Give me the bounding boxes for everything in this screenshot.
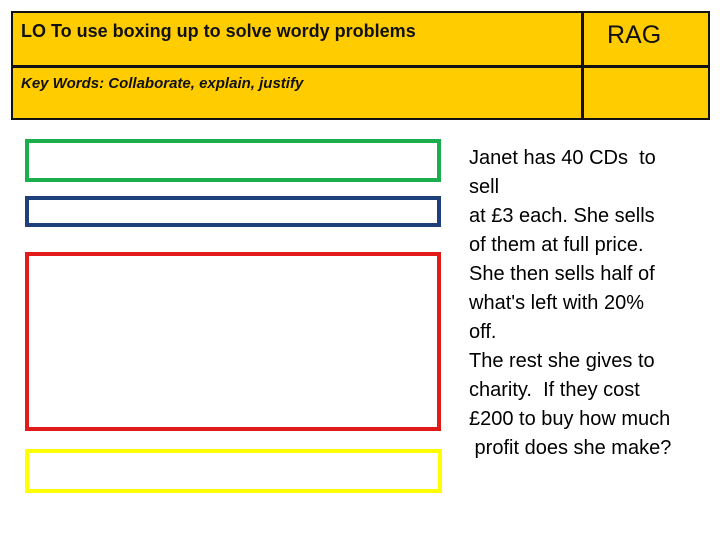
problem-line: £200 to buy how much bbox=[469, 408, 671, 430]
problem-line: charity. If they cost bbox=[469, 379, 640, 401]
problem-line: The rest she gives to bbox=[469, 350, 655, 372]
yellow-answer-box[interactable] bbox=[25, 449, 442, 493]
key-words: Key Words: Collaborate, explain, justify bbox=[21, 75, 304, 92]
problem-line: sell bbox=[469, 176, 500, 198]
problem-line: of them at full price. bbox=[469, 234, 644, 256]
word-problem bbox=[469, 144, 719, 463]
blue-answer-box[interactable] bbox=[25, 196, 441, 227]
problem-line: what's left with 20% bbox=[469, 292, 645, 314]
problem-line: She then sells half of bbox=[469, 263, 655, 285]
problem-line-last: profit does she make? bbox=[469, 437, 672, 459]
problem-line: off. bbox=[469, 321, 497, 343]
red-working-box[interactable] bbox=[25, 252, 441, 431]
row-divider bbox=[13, 65, 708, 68]
problem-line: Janet has 40 CDs to bbox=[469, 147, 656, 169]
lesson-header-table bbox=[11, 11, 710, 120]
learning-objective: LO To use boxing up to solve wordy problems bbox=[21, 21, 416, 41]
problem-line: at £3 each. She sells bbox=[469, 205, 655, 227]
green-answer-box[interactable] bbox=[25, 139, 441, 182]
rag-label: RAG bbox=[607, 21, 662, 49]
